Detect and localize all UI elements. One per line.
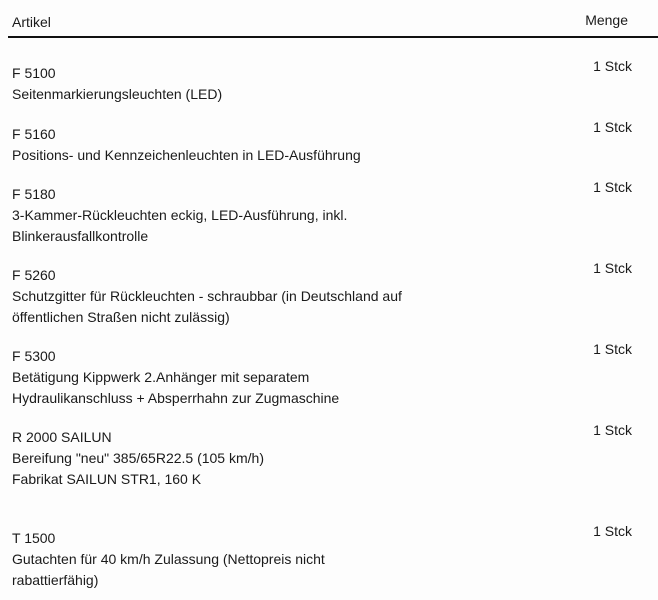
article-description-line: 3-Kammer-Rückleuchten eckig, LED-Ausführung, inkl.: [12, 207, 348, 223]
article-description-line: Positions- und Kennzeichenleuchten in LED-Ausführung: [12, 147, 361, 163]
article-quantity: 1 Stck: [593, 58, 632, 74]
article-description-line: Schutzgitter für Rückleuchten - schraubbar (in Deutschland auf: [12, 288, 402, 304]
article-description-line: Fabrikat SAILUN STR1, 160 K: [12, 471, 202, 487]
article-quantity: 1 Stck: [593, 260, 632, 276]
article-description-line: Betätigung Kippwerk 2.Anhänger mit separatem: [12, 369, 310, 385]
article-quantity: 1 Stck: [593, 422, 632, 438]
article-description-line: öffentlichen Straßen nicht zulässig): [12, 309, 230, 325]
article-code: R 2000 SAILUN: [12, 429, 112, 445]
article-quantity: 1 Stck: [593, 523, 632, 539]
article-code: F 5100: [12, 65, 56, 81]
article-description-line: rabattierfähig): [12, 572, 99, 588]
article-quantity: 1 Stck: [593, 179, 632, 195]
article-description-line: Seitenmarkierungsleuchten (LED): [12, 86, 223, 102]
article-code: T 1500: [12, 530, 56, 546]
header-divider: [8, 36, 658, 38]
article-code: F 5180: [12, 186, 56, 202]
article-row: [12, 422, 652, 490]
article-code: F 5300: [12, 348, 56, 364]
article-description-line: Gutachten für 40 km/h Zulassung (Nettopreis nicht: [12, 551, 325, 567]
article-description-line: Bereifung "neu" 385/65R22.5 (105 km/h): [12, 450, 264, 466]
column-header-artikel: Artikel: [12, 14, 51, 30]
article-quantity: 1 Stck: [593, 119, 632, 135]
article-row: [12, 119, 652, 166]
article-row: [12, 58, 652, 105]
article-description-line: Blinkerausfallkontrolle: [12, 228, 149, 244]
table-header: [0, 0, 658, 38]
article-code: F 5160: [12, 126, 56, 142]
article-row: [12, 523, 652, 591]
article-row: [12, 260, 652, 328]
article-code: F 5260: [12, 267, 56, 283]
article-row: [12, 179, 652, 247]
article-description-line: Hydraulikanschluss + Absperrhahn zur Zugmaschine: [12, 390, 340, 406]
column-header-menge: Menge: [585, 12, 628, 28]
article-row: [12, 341, 652, 409]
article-quantity: 1 Stck: [593, 341, 632, 357]
